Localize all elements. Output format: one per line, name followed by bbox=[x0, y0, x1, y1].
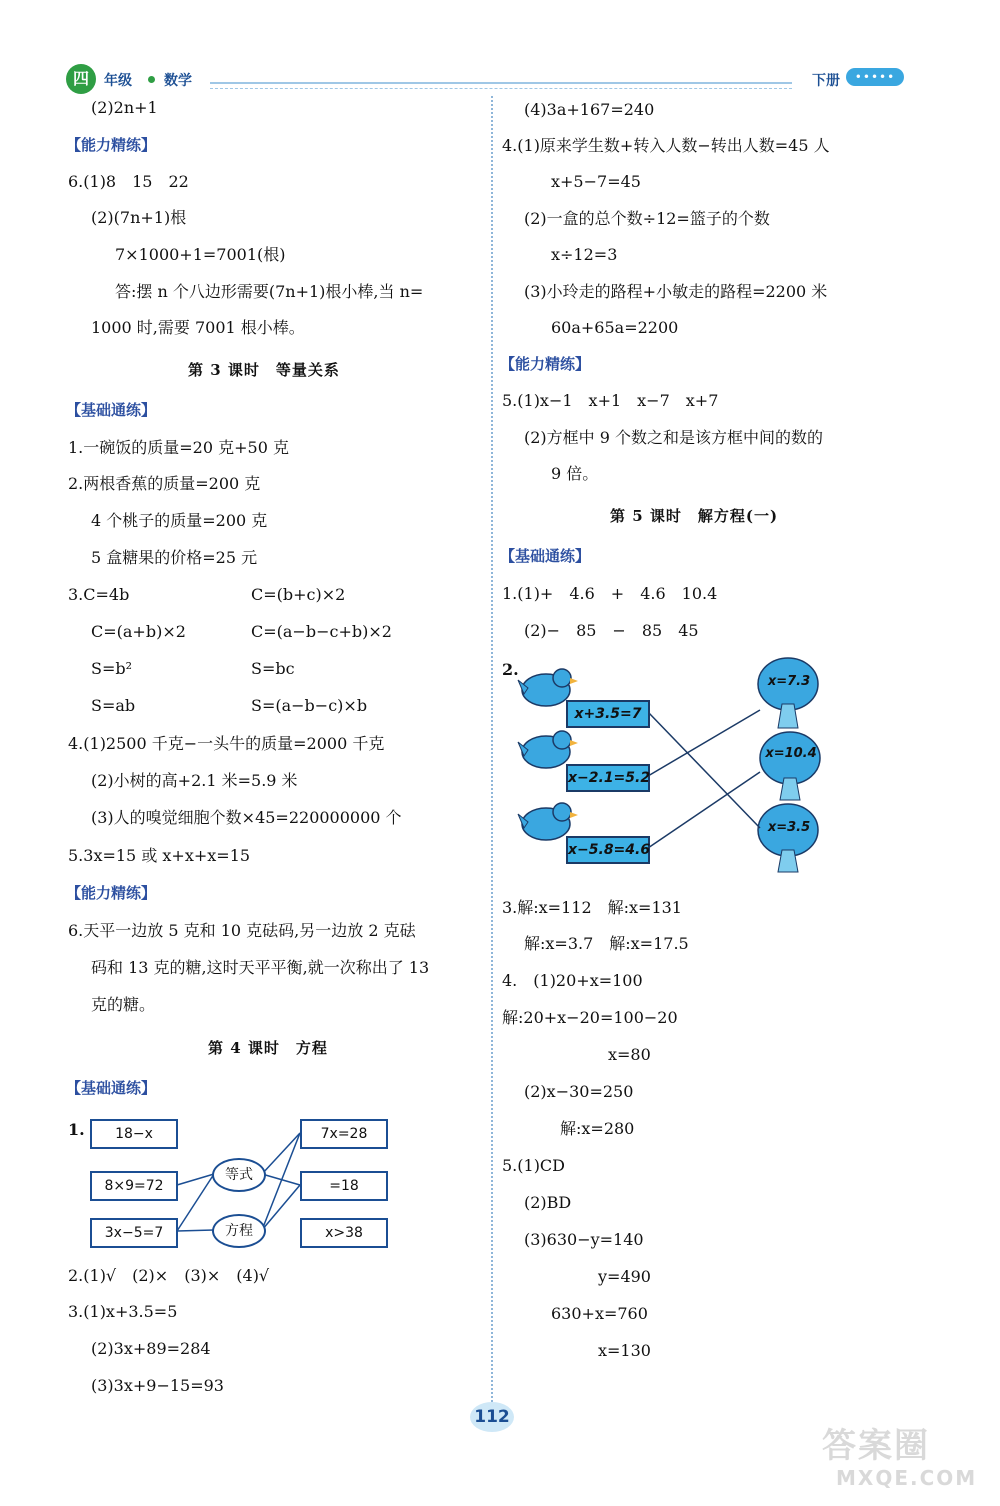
right-line: 解:x=280 bbox=[560, 1119, 635, 1138]
right-line: 60a+65a=2200 bbox=[551, 318, 679, 337]
right-line: (2)− 85 − 85 45 bbox=[524, 621, 699, 640]
left-line: (2)小树的高+2.1 米=5.9 米 bbox=[91, 771, 298, 790]
right-line: 630+x=760 bbox=[551, 1304, 648, 1323]
left-line: S=bc bbox=[251, 659, 295, 678]
equation-box: x−5.8=4.6 bbox=[566, 836, 650, 864]
expression-box: =18 bbox=[300, 1171, 388, 1201]
lesson-title: 第 4 课时 方程 bbox=[208, 1039, 328, 1057]
right-line: 5.(1)x−1 x+1 x−7 x+7 bbox=[502, 391, 719, 410]
right-line: (2)BD bbox=[524, 1193, 572, 1212]
right-line: (2)方框中 9 个数之和是该方框中间的数的 bbox=[524, 428, 824, 447]
left-line: 克的糖。 bbox=[91, 995, 156, 1014]
series-dots: ••••• bbox=[846, 68, 904, 86]
left-line: (2)(7n+1)根 bbox=[91, 208, 187, 227]
left-line: S=b² bbox=[91, 659, 133, 678]
expression-box: 18−x bbox=[90, 1119, 178, 1149]
right-line: 4.(1)原来学生数+转入人数−转出人数=45 人 bbox=[502, 136, 830, 155]
right-line: 解:x=3.7 解:x=17.5 bbox=[524, 934, 689, 953]
section-basic-practice: 【基础通练】 bbox=[500, 547, 591, 565]
expression-box: 7x=28 bbox=[300, 1119, 388, 1149]
grade-badge: 四 bbox=[66, 64, 96, 94]
left-line: 4.(1)2500 千克−一头牛的质量=2000 千克 bbox=[68, 734, 385, 753]
category-oval-equality: 等式 bbox=[212, 1158, 266, 1192]
right-line: 1.(1)+ 4.6 + 4.6 10.4 bbox=[502, 584, 718, 603]
tree-solution-label: x=7.3 bbox=[767, 674, 811, 689]
left-line: S=(a−b−c)×b bbox=[251, 696, 368, 715]
left-line: C=(a+b)×2 bbox=[91, 622, 186, 641]
right-line: (2)x−30=250 bbox=[524, 1082, 634, 1101]
equation-box: x+3.5=7 bbox=[566, 700, 650, 728]
left-line: 码和 13 克的糖,这时天平平衡,就一次称出了 13 bbox=[91, 958, 430, 977]
left-line: S=ab bbox=[91, 696, 136, 715]
left-line: 2.(1)√ (2)× (3)× (4)√ bbox=[68, 1266, 270, 1285]
question-number: 2. bbox=[502, 660, 519, 679]
left-line: (3)3x+9−15=93 bbox=[91, 1376, 224, 1395]
right-line: 4. (1)20+x=100 bbox=[502, 971, 643, 990]
left-line: 5 盒糖果的价格=25 元 bbox=[91, 548, 258, 567]
lesson-title: 第 3 课时 等量关系 bbox=[188, 361, 340, 379]
lesson-title: 第 5 课时 解方程(一) bbox=[610, 507, 779, 525]
left-line: 2.两根香蕉的质量=200 克 bbox=[68, 474, 261, 493]
section-ability-practice: 【能力精练】 bbox=[500, 355, 591, 373]
grade-label: 年级 bbox=[104, 73, 132, 89]
expression-box: x>38 bbox=[300, 1218, 388, 1248]
right-line: y=490 bbox=[598, 1267, 651, 1286]
right-line: x÷12=3 bbox=[551, 245, 618, 264]
subject-label: 数学 bbox=[164, 73, 192, 89]
tree-solution-label: x=3.5 bbox=[767, 820, 811, 835]
left-line: (2)3x+89=284 bbox=[91, 1339, 211, 1358]
right-line: (4)3a+167=240 bbox=[524, 100, 655, 119]
section-basic-practice: 【基础通练】 bbox=[66, 1079, 157, 1097]
equation-box: x−2.1=5.2 bbox=[566, 764, 650, 792]
right-line: 5.(1)CD bbox=[502, 1156, 565, 1175]
right-line: (3)630−y=140 bbox=[524, 1230, 644, 1249]
left-line: 1000 时,需要 7001 根小棒。 bbox=[91, 318, 305, 337]
left-line: 5.3x=15 或 x+x+x=15 bbox=[68, 846, 251, 865]
right-line: 解:20+x−20=100−20 bbox=[502, 1008, 678, 1027]
right-line: x=80 bbox=[608, 1045, 651, 1064]
left-line: 4 个桃子的质量=200 克 bbox=[91, 511, 268, 530]
left-line: C=(a−b−c+b)×2 bbox=[251, 622, 392, 641]
watermark-url: MXQE.COM bbox=[836, 1466, 978, 1490]
left-line: (2)2n+1 bbox=[91, 98, 158, 117]
right-line: 9 倍。 bbox=[551, 464, 599, 483]
category-oval-equation: 方程 bbox=[212, 1214, 266, 1248]
right-line: x=130 bbox=[598, 1341, 651, 1360]
left-line: 3.C=4b bbox=[68, 585, 130, 604]
expression-box: 3x−5=7 bbox=[90, 1218, 178, 1248]
page-number: 112 bbox=[470, 1402, 514, 1432]
section-basic-practice: 【基础通练】 bbox=[66, 401, 157, 419]
right-line: x+5−7=45 bbox=[551, 172, 641, 191]
left-line: 3.(1)x+3.5=5 bbox=[68, 1302, 178, 1321]
right-line: 3.解:x=112 解:x=131 bbox=[502, 898, 682, 917]
right-line: (3)小玲走的路程+小敏走的路程=2200 米 bbox=[524, 282, 828, 301]
section-ability-practice: 【能力精练】 bbox=[66, 136, 157, 154]
right-line: (2)一盒的总个数÷12=篮子的个数 bbox=[524, 209, 770, 228]
expression-box: 8×9=72 bbox=[90, 1171, 178, 1201]
tree-solution-label: x=10.4 bbox=[765, 746, 817, 761]
question-number: 1. bbox=[68, 1120, 85, 1139]
left-line: 1.一碗饭的质量=20 克+50 克 bbox=[68, 438, 289, 457]
watermark-logo: 答案圈 bbox=[822, 1426, 930, 1466]
left-line: (3)人的嗅觉细胞个数×45=220000000 个 bbox=[91, 808, 402, 827]
left-line: C=(b+c)×2 bbox=[251, 585, 346, 604]
left-line: 6.(1)8 15 22 bbox=[68, 172, 189, 191]
left-line: 6.天平一边放 5 克和 10 克砝码,另一边放 2 克砝 bbox=[68, 921, 416, 940]
section-ability-practice: 【能力精练】 bbox=[66, 884, 157, 902]
left-line: 答:摆 n 个八边形需要(7n+1)根小棒,当 n= bbox=[115, 282, 424, 301]
volume-label: 下册 bbox=[812, 73, 840, 89]
left-line: 7×1000+1=7001(根) bbox=[115, 245, 286, 264]
